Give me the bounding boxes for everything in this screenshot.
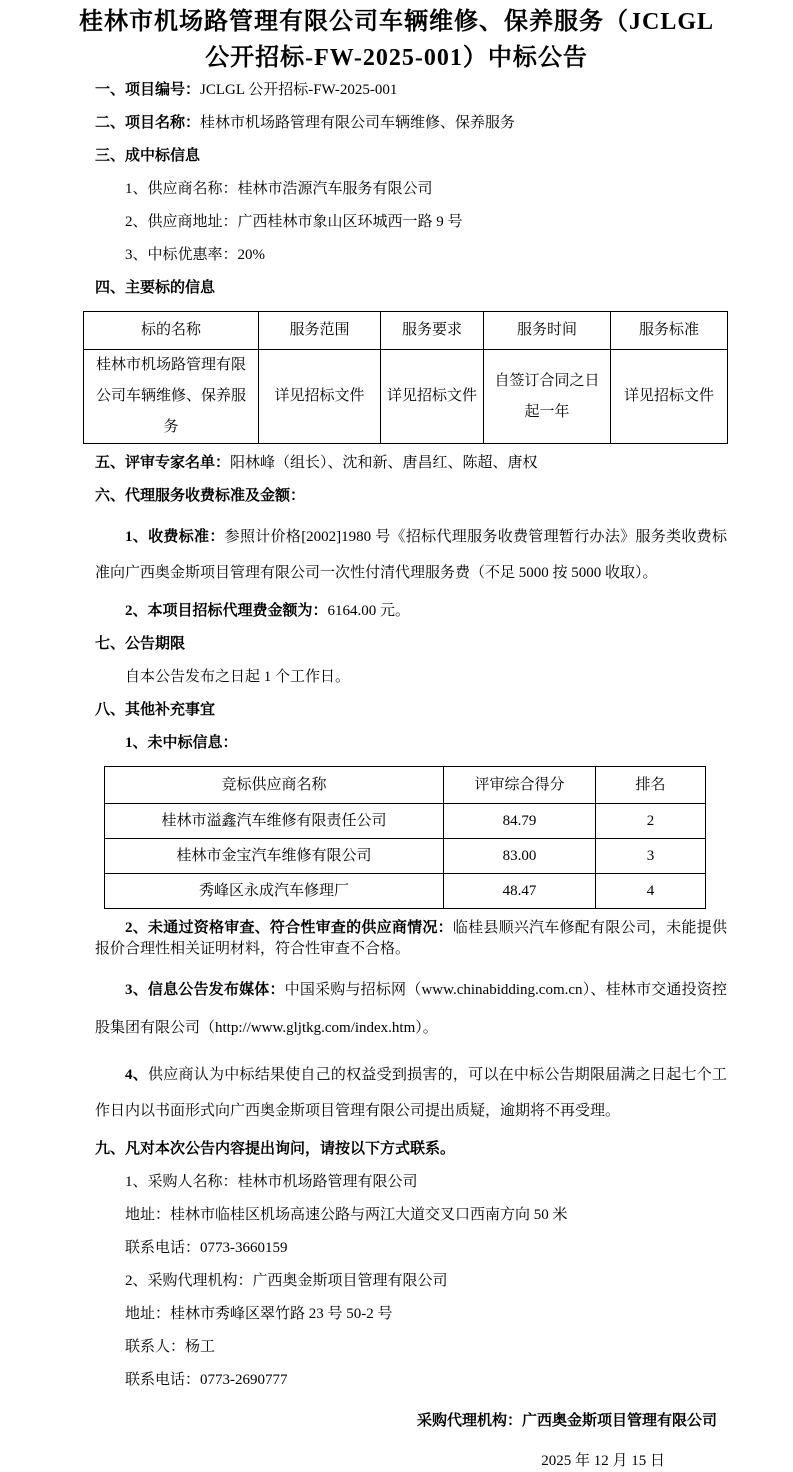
experts-label: 五、评审专家名单： [95,455,231,471]
purchaser-phone-line: 联系电话：0773-3660159 [125,1240,288,1256]
column-header: 服务范围 [259,312,381,350]
column-header: 服务时间 [484,312,611,350]
media-label: 3、信息公告发布媒体： [125,982,285,998]
agency-address-line: 地址：桂林市秀峰区翠竹路 23 号 50-2 号 [125,1306,393,1322]
agency-phone-line: 联系电话：0773-2690777 [125,1372,288,1388]
rank-cell: 3 [596,839,706,874]
section-heading-agency-fee: 六、代理服务收费标准及金额： [95,488,306,504]
bidder-name-cell: 桂林市金宝汽车维修有限公司 [105,839,444,874]
supplier-address-label: 2、供应商地址： [125,214,238,230]
experts-line [95,453,727,474]
media-text: 中国采购与招标网（www.chinabidding.com.cn）、桂林市交通投资控股集团有限公司（http://www.gljtkg.com/index.htm）。 [95,982,727,1036]
column-header: 服务标准 [611,312,728,350]
table-cell: 详见招标文件 [611,350,728,444]
losing-bidders-label: 1、未中标信息： [125,735,238,751]
table-cell: 桂林市机场路管理有限公司车辆维修、保养服务 [84,350,259,444]
column-header: 排名 [596,767,706,804]
failed-review-paragraph [95,918,727,960]
project-name-label: 二、项目名称： [95,115,201,131]
table-row [105,874,706,909]
section-heading-other: 八、其他补充事宜 [95,702,216,718]
discount-rate-line [95,245,727,266]
fee-amount-line [95,601,727,622]
discount-rate-value: 20% [237,247,266,263]
table-cell: 自签订合同之日起一年 [484,350,611,444]
project-number-label: 一、项目编号： [95,82,201,98]
section-heading-subject-info: 四、主要标的信息 [95,280,216,296]
agency-name-line: 2、采购代理机构：广西奥金斯项目管理有限公司 [125,1273,448,1289]
losing-bidders-table [104,766,706,909]
agency-contact-person-line: 联系人：杨工 [125,1339,216,1355]
project-name-line [95,113,727,134]
page-title [66,4,727,76]
supplier-name-value: 桂林市浩源汽车服务有限公司 [237,181,433,197]
supplier-name-label: 1、供应商名称： [125,181,238,197]
score-cell: 84.79 [444,804,596,839]
column-header: 服务要求 [381,312,484,350]
discount-rate-label: 3、中标优惠率： [125,247,238,263]
fee-standard-text: 参照计价格[2002]1980 号《招标代理服务收费管理暂行办法》服务类收费标准向广西奥金斯项目管理有限公司一次性付清代理服务费（不足 5000 按 5000 收取）。 [95,529,727,581]
table-cell: 详见招标文件 [381,350,484,444]
section-heading-period: 七、公告期限 [95,636,186,652]
project-name-value: 桂林市机场路管理有限公司车辆维修、保养服务 [200,115,516,131]
table-cell: 详见招标文件 [259,350,381,444]
objection-label: 4、 [125,1067,148,1083]
table-row [84,350,728,444]
period-text: 自本公告发布之日起 1 个工作日。 [125,669,351,685]
column-header: 标的名称 [84,312,259,350]
project-number-value: JCLGL 公开招标-FW-2025-001 [200,82,398,98]
fee-amount-value: 6164.00 元。 [327,603,411,619]
footer-date: 2025 年 12 月 15 日 [541,1453,665,1469]
bidder-name-cell: 秀峰区永成汽车修理厂 [105,874,444,909]
supplier-address-value: 广西桂林市象山区环城西一路 9 号 [237,214,463,230]
purchaser-name-line: 1、采购人名称：桂林市机场路管理有限公司 [125,1174,418,1190]
rank-cell: 4 [596,874,706,909]
rank-cell: 2 [596,804,706,839]
page-title-line-2: 公开招标-FW-2025-001）中标公告 [205,45,588,71]
fee-standard-paragraph [95,519,727,591]
page-title-line-1: 桂林市机场路管理有限公司车辆维修、保养服务（JCLGL [78,9,714,35]
media-paragraph [95,971,727,1047]
experts-value: 阳林峰（组长）、沈和新、唐昌红、陈超、唐权 [230,455,538,471]
table-header-row [84,312,728,350]
fee-amount-label: 2、本项目招标代理费金额为： [125,603,328,619]
footer-agency-signature: 采购代理机构：广西奥金斯项目管理有限公司 [416,1413,717,1429]
objection-paragraph [95,1057,727,1129]
table-row [105,804,706,839]
bidder-name-cell: 桂林市溢鑫汽车维修有限责任公司 [105,804,444,839]
objection-text: 供应商认为中标结果使自己的权益受到损害的，可以在中标公告期限届满之日起七个工作日内以书面形式向广西奥金斯项目管理有限公司提出质疑，逾期将不再受理。 [95,1067,727,1119]
supplier-name-line [95,179,727,200]
table-row [105,839,706,874]
score-cell: 48.47 [444,874,596,909]
section-heading-contact: 九、凡对本次公告内容提出询问，请按以下方式联系。 [95,1141,456,1157]
fee-standard-label: 1、收费标准： [125,529,225,545]
subject-info-table [83,311,728,444]
column-header: 评审综合得分 [444,767,596,804]
section-heading-award-info: 三、成中标信息 [95,148,201,164]
project-number-line [95,80,727,101]
failed-review-text: 临桂县顺兴汽车修配有限公司，未能提供报价合理性相关证明材料，符合性审查不合格。 [95,920,727,957]
failed-review-label: 2、未通过资格审查、符合性审查的供应商情况： [125,920,453,936]
table-header-row [105,767,706,804]
supplier-address-line [95,212,727,233]
column-header: 竞标供应商名称 [105,767,444,804]
purchaser-address-line: 地址：桂林市临桂区机场高速公路与两江大道交叉口西南方向 50 米 [125,1207,568,1223]
score-cell: 83.00 [444,839,596,874]
